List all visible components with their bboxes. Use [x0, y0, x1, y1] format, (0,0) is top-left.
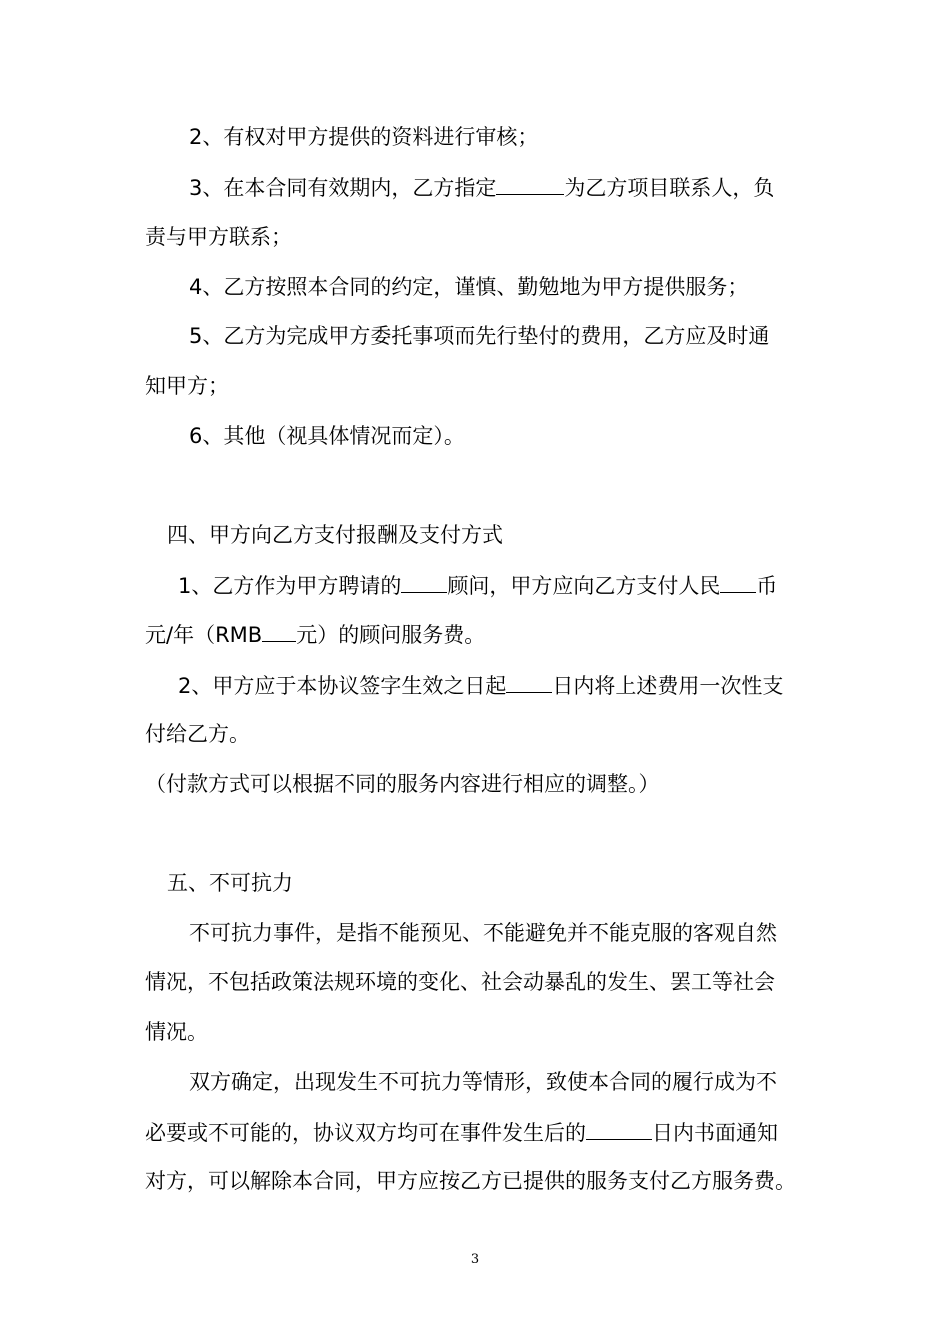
- clause4-item1-line1: [178, 572, 777, 599]
- clause3-item5-line2: 知甲方；: [145, 374, 229, 398]
- clause4-note: （付款方式可以根据不同的服务内容进行相应的调整。）: [145, 772, 660, 796]
- clause5-p2-line1: 双方确定，出现发生不可抗力等情形，致使本合同的履行成为不: [189, 1070, 777, 1094]
- clause4-item2-line1: [178, 672, 783, 699]
- clause3-item3-line1: [189, 174, 774, 201]
- clause3-item6: 6、其他（视具体情况而定）。: [189, 424, 465, 448]
- fee-amount-blank: [720, 572, 756, 593]
- clause3-item5-line1: 5、乙方为完成甲方委托事项而先行垫付的费用，乙方应及时通: [189, 324, 770, 348]
- clause4-item1-text-b: 顾问，甲方应向乙方支付人民: [447, 574, 721, 598]
- clause4-item2-line2: 付给乙方。: [145, 722, 250, 746]
- rmb-amount-blank: [262, 621, 296, 642]
- clause5-p2-text-b: 必要或不可能的，协议双方均可在事件发生后的: [145, 1121, 586, 1145]
- clause4-item1-line2: [145, 621, 485, 648]
- clause3-item2: 2、有权对甲方提供的资料进行审核；: [189, 125, 539, 149]
- notice-days-blank: [586, 1119, 652, 1140]
- clause3-item3-text-b: 为乙方项目联系人，负: [564, 176, 775, 200]
- clause4-item1-text-d: 元/年（RMB: [145, 623, 263, 647]
- clause4-item2-text-a: 2、甲方应于本协议签字生效之日起: [178, 674, 507, 698]
- clause5-p2-line2: [145, 1119, 778, 1146]
- clause5-p1-line2: 情况，不包括政策法规环境的变化、社会动暴乱的发生、罢工等社会: [145, 970, 775, 994]
- clause5-p2-line3: 对方，可以解除本合同，甲方应按乙方已提供的服务支付乙方服务费。: [145, 1169, 796, 1193]
- payment-days-blank: [506, 672, 552, 693]
- clause5-p1-line1: 不可抗力事件，是指不能预见、不能避免并不能克服的客观自然: [189, 921, 777, 945]
- page-number: 3: [470, 1252, 480, 1267]
- clause4-item1-text-e: 元）的顾问服务费。: [296, 623, 486, 647]
- clause4-item2-text-b: 日内将上述费用一次性支: [552, 674, 784, 698]
- clause5-p1-line3: 情况。: [145, 1020, 208, 1044]
- clause4-heading: 四、甲方向乙方支付报酬及支付方式: [167, 523, 503, 547]
- contact-person-blank: [496, 174, 564, 195]
- clause3-item3-text-a: 3、在本合同有效期内，乙方指定: [189, 176, 497, 200]
- clause4-item1-text-a: 1、乙方作为甲方聘请的: [178, 574, 402, 598]
- consultant-type-blank: [401, 572, 447, 593]
- clause5-heading: 五、不可抗力: [167, 871, 293, 895]
- clause3-item4: 4、乙方按照本合同的约定，谨慎、勤勉地为甲方提供服务；: [189, 275, 749, 299]
- clause4-item1-text-c: 币: [756, 574, 778, 598]
- clause3-item3-line2: 责与甲方联系；: [145, 225, 292, 249]
- clause5-p2-text-c: 日内书面通知: [652, 1121, 778, 1145]
